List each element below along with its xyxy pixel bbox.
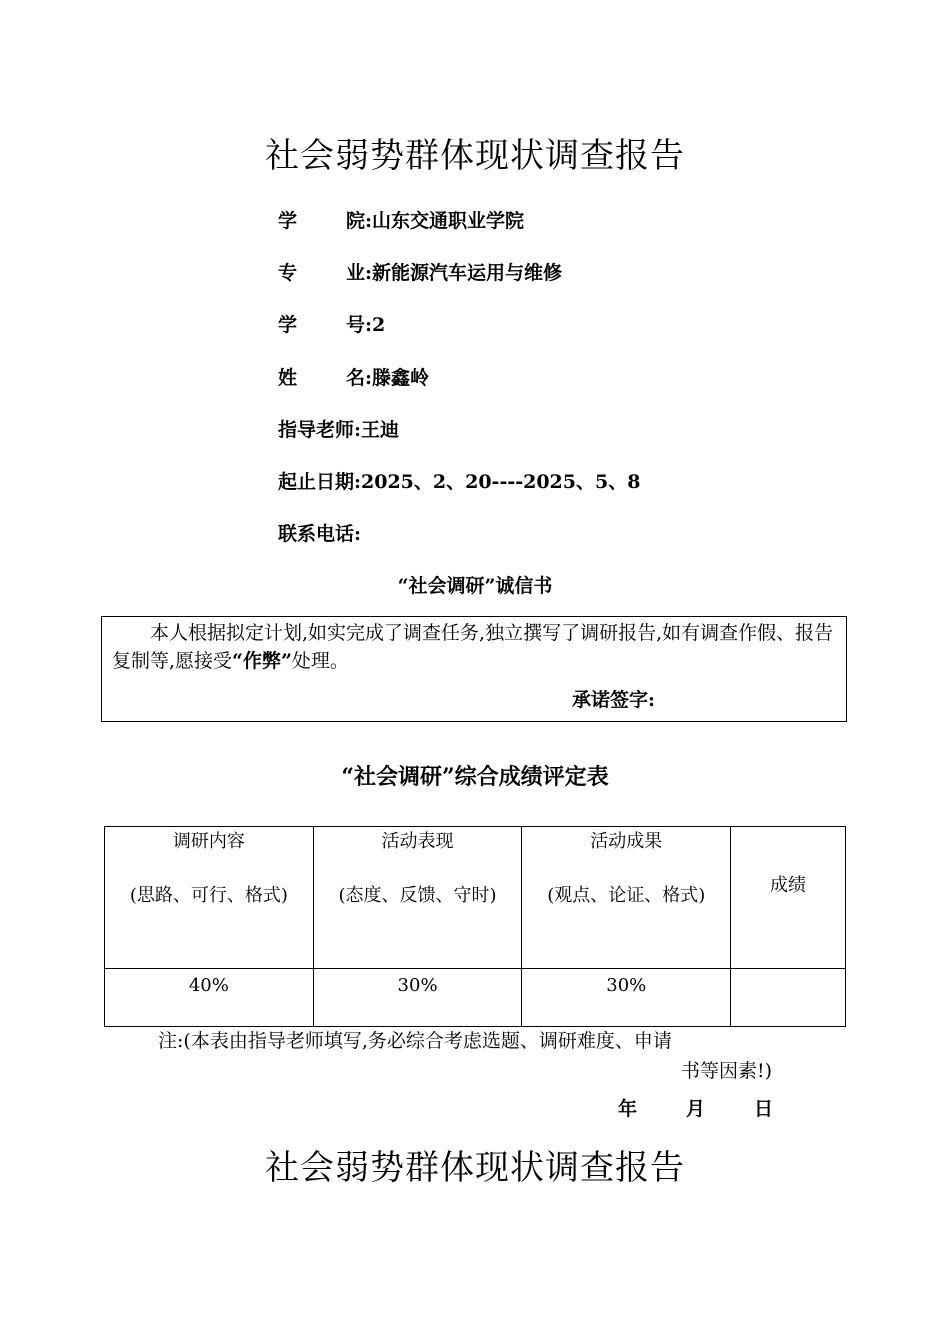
college-value: 山东交通职业学院	[372, 210, 525, 232]
date-year: 年	[618, 1098, 638, 1120]
date-month: 月	[686, 1098, 706, 1120]
info-name	[278, 363, 429, 390]
pledge-text	[112, 619, 840, 675]
info-student-id	[278, 310, 385, 337]
column-detail: (思路、可行、格式)	[129, 885, 288, 906]
page-title: 社会弱势群体现状调查报告	[265, 136, 685, 176]
phone-label: 联系电话:	[278, 523, 362, 545]
weight-cell: 30%	[313, 969, 522, 1027]
note-line2: 书等因素!)	[680, 1060, 772, 1082]
pledge-heading: “社会调研”诚信书	[397, 575, 553, 597]
dates-value: 2025、2、20----2025、5、8	[361, 471, 641, 493]
grade-header-cell	[313, 827, 522, 969]
column-name: 活动成果	[590, 831, 663, 852]
name-value: 滕鑫岭	[372, 367, 430, 389]
score-input-cell	[731, 969, 846, 1027]
info-major	[278, 258, 562, 285]
dates-label: 起止日期:	[278, 471, 362, 493]
name-label-b: 名:	[346, 367, 373, 389]
column-name: 调研内容	[172, 831, 245, 852]
grade-table	[104, 826, 846, 1027]
date-day: 日	[754, 1098, 774, 1120]
info-dates	[278, 467, 640, 494]
info-advisor	[278, 415, 399, 442]
grade-header-cell	[105, 827, 314, 969]
column-detail: (态度、反馈、守时)	[338, 885, 497, 906]
major-value: 新能源汽车运用与维修	[372, 262, 563, 284]
date-footer	[618, 1094, 773, 1121]
grade-weight-row	[105, 969, 846, 1027]
major-label-b: 业:	[346, 262, 373, 284]
pledge-text-part2: 处理。	[291, 650, 349, 672]
advisor-label: 指导老师:	[278, 419, 362, 441]
weight-cell: 30%	[522, 969, 731, 1027]
info-phone	[278, 519, 361, 546]
note-line1: 注:(本表由指导老师填写,务必综合考虑选题、调研难度、申请	[158, 1030, 672, 1052]
grade-header-row	[105, 827, 846, 969]
pledge-text-bold: “作弊”	[232, 650, 292, 672]
weight-cell: 40%	[105, 969, 314, 1027]
pledge-box	[101, 616, 847, 722]
advisor-value: 王迪	[361, 419, 400, 441]
column-name: 活动表现	[381, 831, 454, 852]
pledge-text-part1: 本人根据拟定计划,如实完成了调查任务,独立撰写了调研报告,如有调查作假、报告复制等,愿接受	[112, 622, 834, 672]
student-id-value: 2	[372, 314, 386, 336]
name-label-a: 姓	[278, 367, 298, 389]
pledge-sign-label: 承诺签字:	[572, 689, 656, 711]
grade-table-heading: “社会调研”综合成绩评定表	[341, 764, 609, 790]
major-label-a: 专	[278, 262, 298, 284]
student-id-label-b: 号:	[346, 314, 373, 336]
column-detail: (观点、论证、格式)	[547, 885, 706, 906]
grade-header-cell-score: 成绩	[731, 827, 846, 969]
table-note	[158, 1026, 778, 1086]
report-title-repeat: 社会弱势群体现状调查报告	[265, 1148, 685, 1188]
info-college	[278, 206, 524, 233]
college-label-b: 院:	[346, 210, 373, 232]
grade-header-cell	[522, 827, 731, 969]
college-label-a: 学	[278, 210, 298, 232]
student-id-label-a: 学	[278, 314, 298, 336]
